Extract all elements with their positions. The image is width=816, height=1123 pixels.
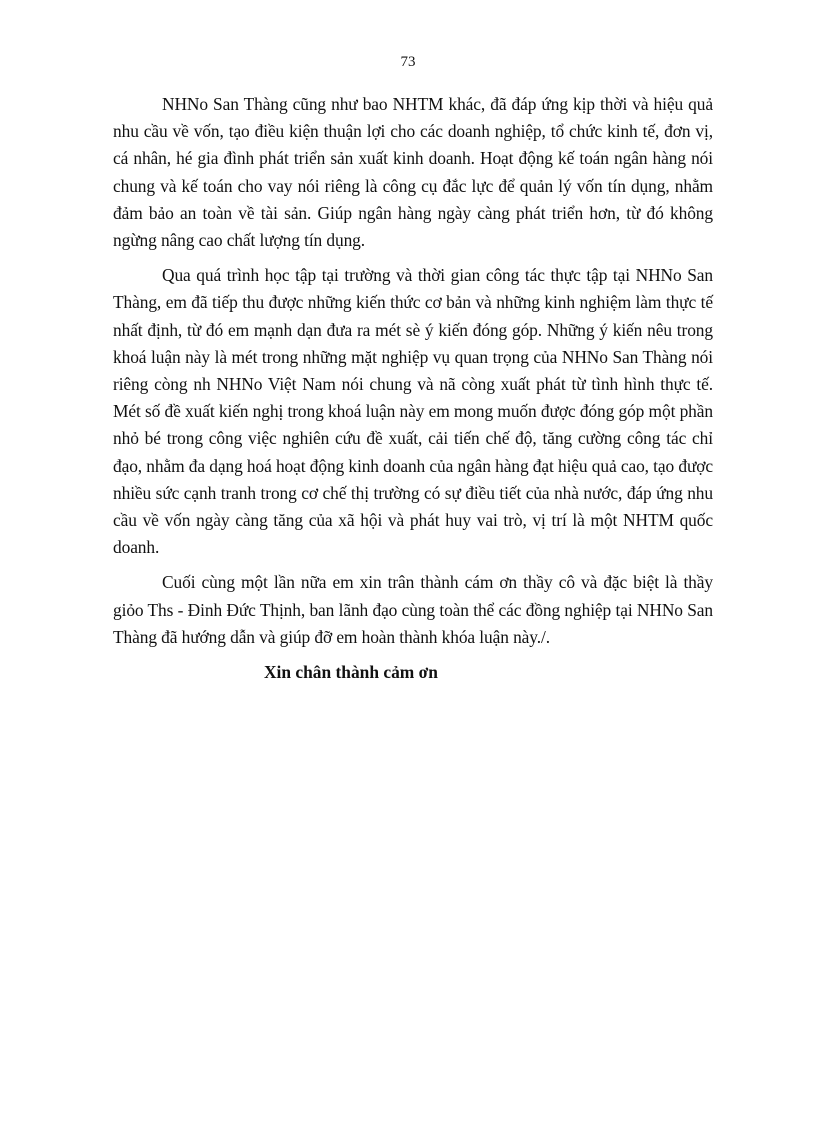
page-number: 73 <box>400 54 416 70</box>
paragraph-3: Cuối cùng một lần nữa em xin trân thành cám ơn thầy cô và đặc biệt là thầy giỏo Ths - Đinh Đức Thịnh, ban lãnh đạo cùng toàn thể các đồng nghiệp tại NHNo San Thàng đã hướng dẫn và giúp đỡ em hoàn thành khóa luận này./. <box>113 572 713 647</box>
document-body <box>113 91 713 686</box>
paragraph-1: NHNo San Thàng cũng như bao NHTM khác, đã đáp ứng kịp thời và hiệu quả nhu cầu về vốn, tạo điều kiện thuận lợi cho các doanh nghiệp, tổ chức kinh tế, đơn vị, cá nhân, hé gia đình phát triển sản xuất kinh doanh. Hoạt động kế toán ngân hàng nói chung và kế toán cho vay nói riêng là công cụ đắc lực để quản lý vốn tín dụng, nhằm đảm bảo an toàn về tài sản. Giúp ngân hàng ngày càng phát triển hơn, từ đó không ngừng nâng cao chất lượng tín dụng. <box>113 94 713 251</box>
paragraph-2: Qua quá trình học tập tại trường và thời gian công tác thực tập tại NHNo San Thàng, em đã tiếp thu được những kiến thức cơ bản và những kinh nghiệm làm thực tế nhất định, từ đó em mạnh dạn đưa ra mét sè ý kiến đóng góp. Những ý kiến nêu trong khoá luận này là mét trong những mặt nghiệp vụ quan trọng của NHNo San Thàng nói riêng còng nh NHNo Việt Nam nói chung và nã còng xuất phát từ tình hình thực tế. Mét số đề xuất kiến nghị trong khoá luận này em mong muốn được đóng góp một phần nhỏ bé trong công việc nghiên cứu đề xuất, cải tiến chế độ, tăng cường công tác chỉ đạo, nhằm đa dạng hoá hoạt động kinh doanh của ngân hàng đạt hiệu quả cao, tạo được nhiều sức cạnh tranh trong cơ chế thị trường có sự điều tiết của nhà nước, đáp ứng nhu cầu về vốn ngày càng tăng của xã hội và phát huy vai trò, vị trí là một NHTM quốc doanh. <box>113 265 713 558</box>
closing-line: Xin chân thành cảm ơn <box>264 662 438 683</box>
